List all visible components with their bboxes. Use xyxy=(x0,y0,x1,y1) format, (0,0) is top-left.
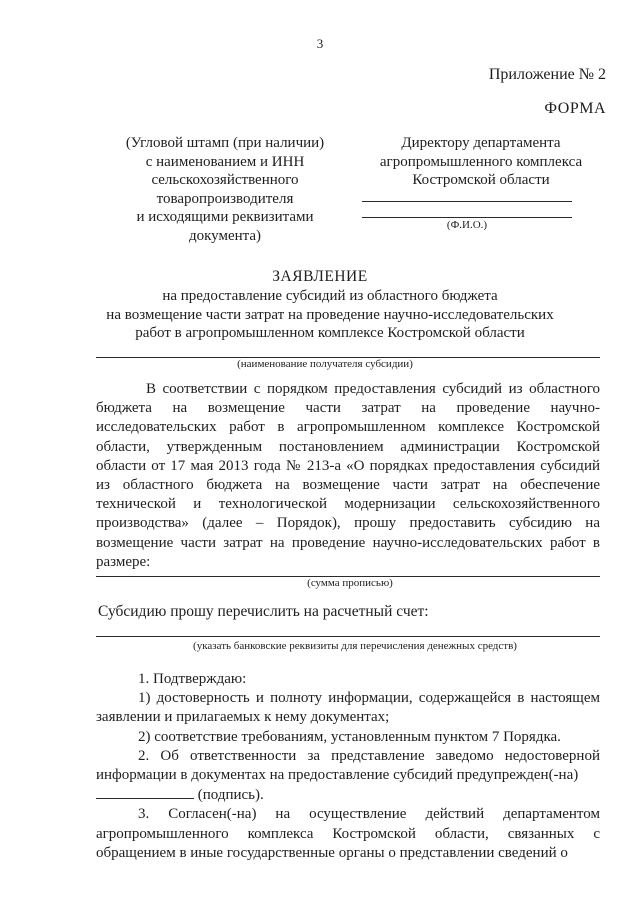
addressee-line: Костромской области xyxy=(412,172,550,189)
fio-line-2 xyxy=(362,217,572,218)
application-body: В соответствии с порядком предоставления субсидий из областного бюджета на возмещение части затрат на проведение научно-исследовательских работ в агропромышленном комплексе Костромской области, утвержденным постановлением администрации Костромской области от 17 мая 2013 года № 213-а «О порядках предоставления субсидий из областного бюджета на возмещение части затрат на обеспечение технической и технологической модернизации сельскохозяйственного производства» (далее – Порядок), прошу предоставить субсидию на возмещение части затрат на проведение научно-исследовательских работ в размере: xyxy=(96,381,600,570)
stamp-line: и исходящими реквизитами xyxy=(136,209,314,226)
signature-row xyxy=(96,785,600,805)
stamp-line: с наименованием и ИНН xyxy=(145,153,305,170)
sum-hint: (сумма прописью) xyxy=(307,577,393,589)
addressee-line: агропромышленного комплекса xyxy=(379,153,583,170)
consent-item: 3. Согласен(-на) на осуществление действий департаментом агропромышленного комплекса Костромской области, связанных с обращением в иные государственные органы о представлении сведений о xyxy=(96,806,600,861)
signature-hint: (подпись). xyxy=(197,787,264,804)
signature-line xyxy=(96,785,194,799)
stamp-line: (Угловой штамп (при наличии) xyxy=(125,135,325,151)
document-title: ЗАЯВЛЕНИЕ xyxy=(272,268,368,285)
stamp-line: сельскохозяйственного xyxy=(151,172,299,189)
stamp-line: товаропроизводителя xyxy=(156,190,294,207)
confirm-heading: 1. Подтверждаю: xyxy=(138,671,247,687)
responsibility-item: 2. Об ответственности за представление заведомо недостоверной информации в документах на предоставление субсидий предупрежден(-на) xyxy=(96,747,600,784)
document-subtitle xyxy=(60,287,600,343)
confirm-item-1: 1) достоверность и полноту информации, содержащейся в настоящем заявлении и прилагаемых к нему документах; xyxy=(96,690,600,726)
appendix-label: Приложение № 2 xyxy=(488,66,606,83)
corner-stamp-note xyxy=(100,134,350,246)
addressee-block xyxy=(346,134,616,190)
subtitle-line: на предоставление субсидий из областного бюджета xyxy=(162,288,498,304)
bank-line xyxy=(96,636,600,637)
addressee-line: Директору департамента xyxy=(401,135,561,151)
subtitle-line: работ в агропромышленном комплексе Костромской области xyxy=(135,325,525,342)
page-number: 3 xyxy=(316,36,324,51)
form-label: ФОРМА xyxy=(544,100,606,117)
confirm-item-2: 2) соответствие требованиям, установленным пунктом 7 Порядка. xyxy=(138,728,561,745)
bank-details-hint: (указать банковские реквизиты для перечисления денежных средств) xyxy=(193,640,517,652)
fio-line-1 xyxy=(362,201,572,202)
fio-hint: (Ф.И.О.) xyxy=(446,219,488,231)
subtitle-line: на возмещение части затрат на проведение научно-исследовательских xyxy=(106,306,554,323)
account-request: Субсидию прошу перечислить на расчетный счет: xyxy=(98,603,429,620)
confirmations-list xyxy=(96,670,600,863)
recipient-hint: (наименование получателя субсидии) xyxy=(237,358,413,370)
stamp-line: документа) xyxy=(188,227,262,244)
